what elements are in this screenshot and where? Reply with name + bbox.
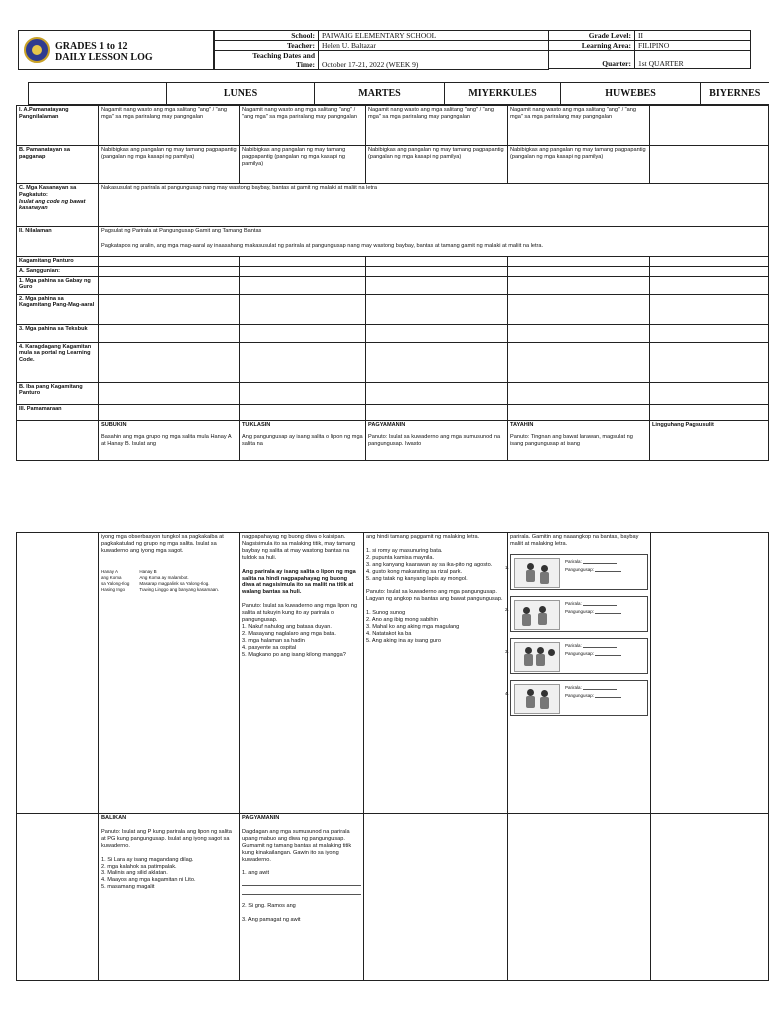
tayahin-text: Panuto: Tingnan ang bawat larawan, magsulat ng isang pangungusap at isang xyxy=(510,434,633,448)
day-miyerkules: MIYERKULES xyxy=(445,83,561,105)
row-label-kagamitang-panturo: Kagamitang Panturo xyxy=(17,257,99,267)
row-label-pamantayang-pangnilalaman: I. A.Pamanatayang Pangnilalaman xyxy=(17,106,99,146)
martes-item: 5. Magkano po ang isang kilong mangga? xyxy=(242,651,346,658)
row-label-kagamitang-mag-aaral: 2. Mga pahina sa Kagamitang Pang-Mag-aaral xyxy=(17,294,99,324)
pagyamanin2-item: 2. Si gng. Ramos ang xyxy=(242,903,296,910)
row-label-pamamaraan: III. Pamamaraan xyxy=(17,404,99,420)
balikan-item: 3. Malinis ang silid aklatan. xyxy=(101,870,168,877)
balikan-item: 2. mga kalahok sa patimpalak. xyxy=(101,863,177,870)
tayahin-picture-item: 4. Parirala: Pangungusap: xyxy=(510,680,648,716)
nilalaman-desc: Pagkatapos ng aralin, ang mga mag-aaral ay inaasahang makasusulat ng parirala at pangungusap nang may wastong baybay, bantas at tamang gamit ng malaki at maliit na letra. xyxy=(101,242,544,249)
lunes-cont-text: iyong mga obserbasyon tungkol sa pagkakaiba at pagkakatulad ng grupo ng mga salita. Isulat sa kuwaderno ang iyong mga sagot. xyxy=(101,534,224,554)
obj-a-biyernes xyxy=(650,106,769,146)
miy-cont-text: ang hindi tamang paggamit ng malaking letra. xyxy=(366,534,480,540)
grade-label: Grade Level: xyxy=(549,31,635,41)
grade-value: II xyxy=(635,31,751,41)
miy-item: 5. ang tatak ng kanyang lapis ay mongol. xyxy=(366,575,468,582)
row-label-sanggunian: A. Sanggunian: xyxy=(17,266,99,276)
balikan-item: 1. Si Lara ay isang magandang dilag. xyxy=(101,856,194,863)
tayahin-title: TAYAHIN xyxy=(510,421,534,428)
hanay-a-label: Hanay A xyxy=(101,568,119,574)
area-value: FILIPINO xyxy=(635,41,751,51)
title-dll: DAILY LESSON LOG xyxy=(55,52,153,63)
miy-cont-2: Panuto: Isulat sa kuwaderno ang mga pangungusap. Lagyan ng angkop na bantas ang bawat pangungusap. xyxy=(366,589,503,603)
tuklasin-title: TUKLASIN xyxy=(242,421,271,428)
pagyamanin2-item: 3. Ang pamagat ng awit xyxy=(242,917,301,924)
hanay-b-item: Masarap magpalink sa Yalong-Ilog. xyxy=(139,580,210,586)
miy2-item: 5. Ang aking ina ay isang guro xyxy=(366,637,441,644)
quarter-value: 1st QUARTER xyxy=(635,51,751,69)
hanay-a-item: sa Yalong-Ilog xyxy=(101,580,130,586)
day-biyernes: BIYERNES xyxy=(701,83,769,105)
header-info-right xyxy=(548,30,751,69)
martes-item: 1. Nakuf nahulog ang batasa duyan. xyxy=(242,623,332,630)
siblings-illustration-icon xyxy=(514,684,560,714)
balikan-item: 5. masamang magalit xyxy=(101,884,155,891)
obj-b-miyerkules: Nabibigkas ang pangalan ng may tamang pagpapantig (pangalan ng mga kasapi ng pamilya) xyxy=(366,146,508,184)
row-label-iba-pang-kagamitan: B. Iba pang Kagamitang Panturo xyxy=(17,382,99,404)
header-title-box xyxy=(18,30,214,70)
school-value: PAIWAIG ELEMENTARY SCHOOL xyxy=(319,31,549,41)
obj-b-lunes: Nabibigkas ang pangalan ng may tamang pagpapantig (pangalan ng mga kasapi ng pamilya) xyxy=(99,146,240,184)
miy-item: 4. gusto kong makarating sa rizal park. xyxy=(366,568,463,575)
huw-cont-text: parirala. Gamitin ang naaangkop na bantas, baybay maliit at malaking letra. xyxy=(510,534,639,547)
row-label-karagdagang-kagamitan: 4. Karagdagang Kagamitan mula sa portal ng Learning Code. xyxy=(17,342,99,382)
days-blank xyxy=(29,83,167,105)
miy2-item: 4. Natatakot ka ba xyxy=(366,630,412,637)
row-label-kasanayan-code: Isulat ang code ng bawat kasanayan xyxy=(19,198,86,212)
obj-b-biyernes xyxy=(650,146,769,184)
hanay-a-item: Hasing Ingo xyxy=(101,586,126,592)
days-header xyxy=(28,82,769,105)
martes-item: 4. pasyente sa ospital xyxy=(242,644,297,651)
balikan-title: BALIKAN xyxy=(101,815,127,821)
tayahin-picture-item: 1. Parirala: Pangungusap: xyxy=(510,554,648,590)
teacher-label: Teacher: xyxy=(215,41,319,51)
kids-playing-illustration-icon xyxy=(514,642,560,672)
martes-item: 2. Masayang naglalaro ang mga bata. xyxy=(242,630,336,637)
balikan-item: 4. Maayos ang mga kagamitan ni Lito. xyxy=(101,877,196,884)
martes-cont-3: Panuto: Isulat sa kuwaderno ang mga lipon ng salita at tukuyin kung ito ay parirala o pangungusap. xyxy=(242,603,358,624)
area-label: Learning Area: xyxy=(549,41,635,51)
hanay-b-item: Tuwing Linggo ang banyang kasamaan. xyxy=(139,586,219,592)
dates-label-2: Time: xyxy=(295,60,315,69)
answer-line xyxy=(242,887,361,895)
subukin-text: Basahin ang mga grupo ng mga salita mula Hanay A at Hanay B. Isulat ang xyxy=(101,434,232,448)
row-label-kasanayan: C. Mga Kasanayan sa Pagkatuto: xyxy=(19,185,77,198)
deped-seal-icon xyxy=(24,37,50,63)
quarter-label: Quarter: xyxy=(549,51,635,69)
miy-item: 1. si romy ay masunuring bata. xyxy=(366,547,443,554)
obj-a-huwebes: Nagamit nang wasto ang mga salitang "ang" / "ang mga" sa mga pariralang may pangngalan xyxy=(508,106,650,146)
tayahin-picture-item: 3. Parirala: Pangungusap: xyxy=(510,638,648,674)
row-label-gabay-guro: 1. Mga pahina sa Gabay ng Guro xyxy=(17,276,99,294)
martes-item: 3. mga halaman sa hadin xyxy=(242,637,305,644)
lesson-table-page2 xyxy=(16,532,769,981)
lingguhang-pagsusulit: Lingguhang Pagsusulit xyxy=(652,421,714,428)
dates-label-1: Teaching Dates and xyxy=(252,51,315,60)
day-martes: MARTES xyxy=(315,83,445,105)
row-label-pamantayan-pagganap: B. Pamanatayan sa pagganap xyxy=(17,146,99,184)
row-label-nilalaman: II. Nilalaman xyxy=(17,227,99,257)
tayahin-picture-item: 2. Parirala: Pangungusap: xyxy=(510,596,648,632)
title-grades: GRADES 1 to 12 xyxy=(55,41,128,52)
answer-line xyxy=(242,878,361,886)
obj-a-miyerkules: Nagamit nang wasto ang mga salitang "ang" / "ang mga" sa mga pariralang may pangngalan xyxy=(366,106,508,146)
obj-b-martes: Nabibigkas ang pangalan ng may tamang pagpapantig (pangalan ng mga kasapi ng pamilya) xyxy=(240,146,366,184)
obj-c-text: Nakasusulat ng parirala at pangungusap nang may wastong baybay, bantas at gamit ng malaki at maliit na letra xyxy=(99,184,769,227)
obj-a-martes: Nagamit nang wasto ang mga salitang "ang" / "ang mga" sa mga pariralang may pangngalan xyxy=(240,106,366,146)
miy2-item: 1. Sunog sunog xyxy=(366,610,406,617)
school-label: School: xyxy=(215,31,319,41)
hanay-b-item: Ang Koma ay malambot. xyxy=(139,574,189,580)
lesson-table-page1 xyxy=(16,105,769,461)
pagyamanin2-text: Dagdagan ang mga sumusunod na parirala upang mabuo ang diwa ng pangungusap. Gumamit ng tamang bantas at malaking titik kung kinakailangan. Gawin ito sa iyong kuwaderno. xyxy=(242,828,352,863)
miy2-item: 3. Mahal ko ang aking mga magulang xyxy=(366,624,460,631)
hanay-b-label: Hanay B xyxy=(139,568,157,574)
pagyamanin2-title: PAGYAMANIN xyxy=(242,815,280,821)
miy-item: 2. pupunta kamisa maynila. xyxy=(366,554,435,561)
martes-cont-2: Ang parirala ay isang salita o lipon ng mga salita na hindi nagpapahayag ng buong diwa at nagsisimula ito sa maliit na titik at walang bantas sa huli. xyxy=(242,568,356,596)
dates-value: October 17-21, 2022 (WEEK 9) xyxy=(319,51,549,70)
obj-b-huwebes: Nabibigkas ang pangalan ng may tamang pagpapantig (pangalan ng mga kasapi ng pamilya) xyxy=(508,146,650,184)
children-illustration-icon xyxy=(514,600,560,630)
pagyamanin-text: Panuto: Isulat sa kuwaderno ang mga sumusunod na pangungusap. Iwasto xyxy=(368,434,501,448)
miy-item: 3. ang kanyang kaarawan ay sa ika-pito ng agosto. xyxy=(366,561,493,568)
miy2-item: 2. Ano ang ibig mong sabihin xyxy=(366,617,438,624)
tuklasin-text: Ang pangungusap ay isang salita o lipon ng mga salita na xyxy=(242,434,363,448)
pagyamanin2-item: 1. ang awit xyxy=(242,870,270,877)
obj-a-lunes: Nagamit nang wasto ang mga salitang "ang" / "ang mga" sa mga pariralang may pangngalan xyxy=(99,106,240,146)
subukin-title: SUBUKIN xyxy=(101,421,127,428)
nilalaman-title: Pagsulat ng Parirala at Pangungusap Gamit ang Tamang Bantas xyxy=(101,228,262,234)
day-huwebes: HUWEBES xyxy=(561,83,701,105)
header-info-left xyxy=(214,30,549,70)
day-lunes: LUNES xyxy=(167,83,315,105)
hanay-a-item: ang Koma xyxy=(101,574,122,580)
row-label-teksbuk: 3. Mga pahina sa Teksbuk xyxy=(17,324,99,342)
classroom-illustration-icon xyxy=(514,558,560,588)
balikan-text: Panuto: Isulat ang P kung parirala ang lipon ng salita at PG kung pangungusap. Isulat ang iyong sagot sa kuwaderno. xyxy=(101,828,232,849)
martes-cont-1: nagpapahayag ng buong diwa o kaisipan. Nagsisimula ito sa malaking titik, may tamang baybay ng salita at may wastong bantas na tuldok sa huli. xyxy=(242,534,356,561)
teacher-value: Helen U. Baltazar xyxy=(319,41,549,51)
pagyamanin-title: PAGYAMANIN xyxy=(368,421,406,428)
